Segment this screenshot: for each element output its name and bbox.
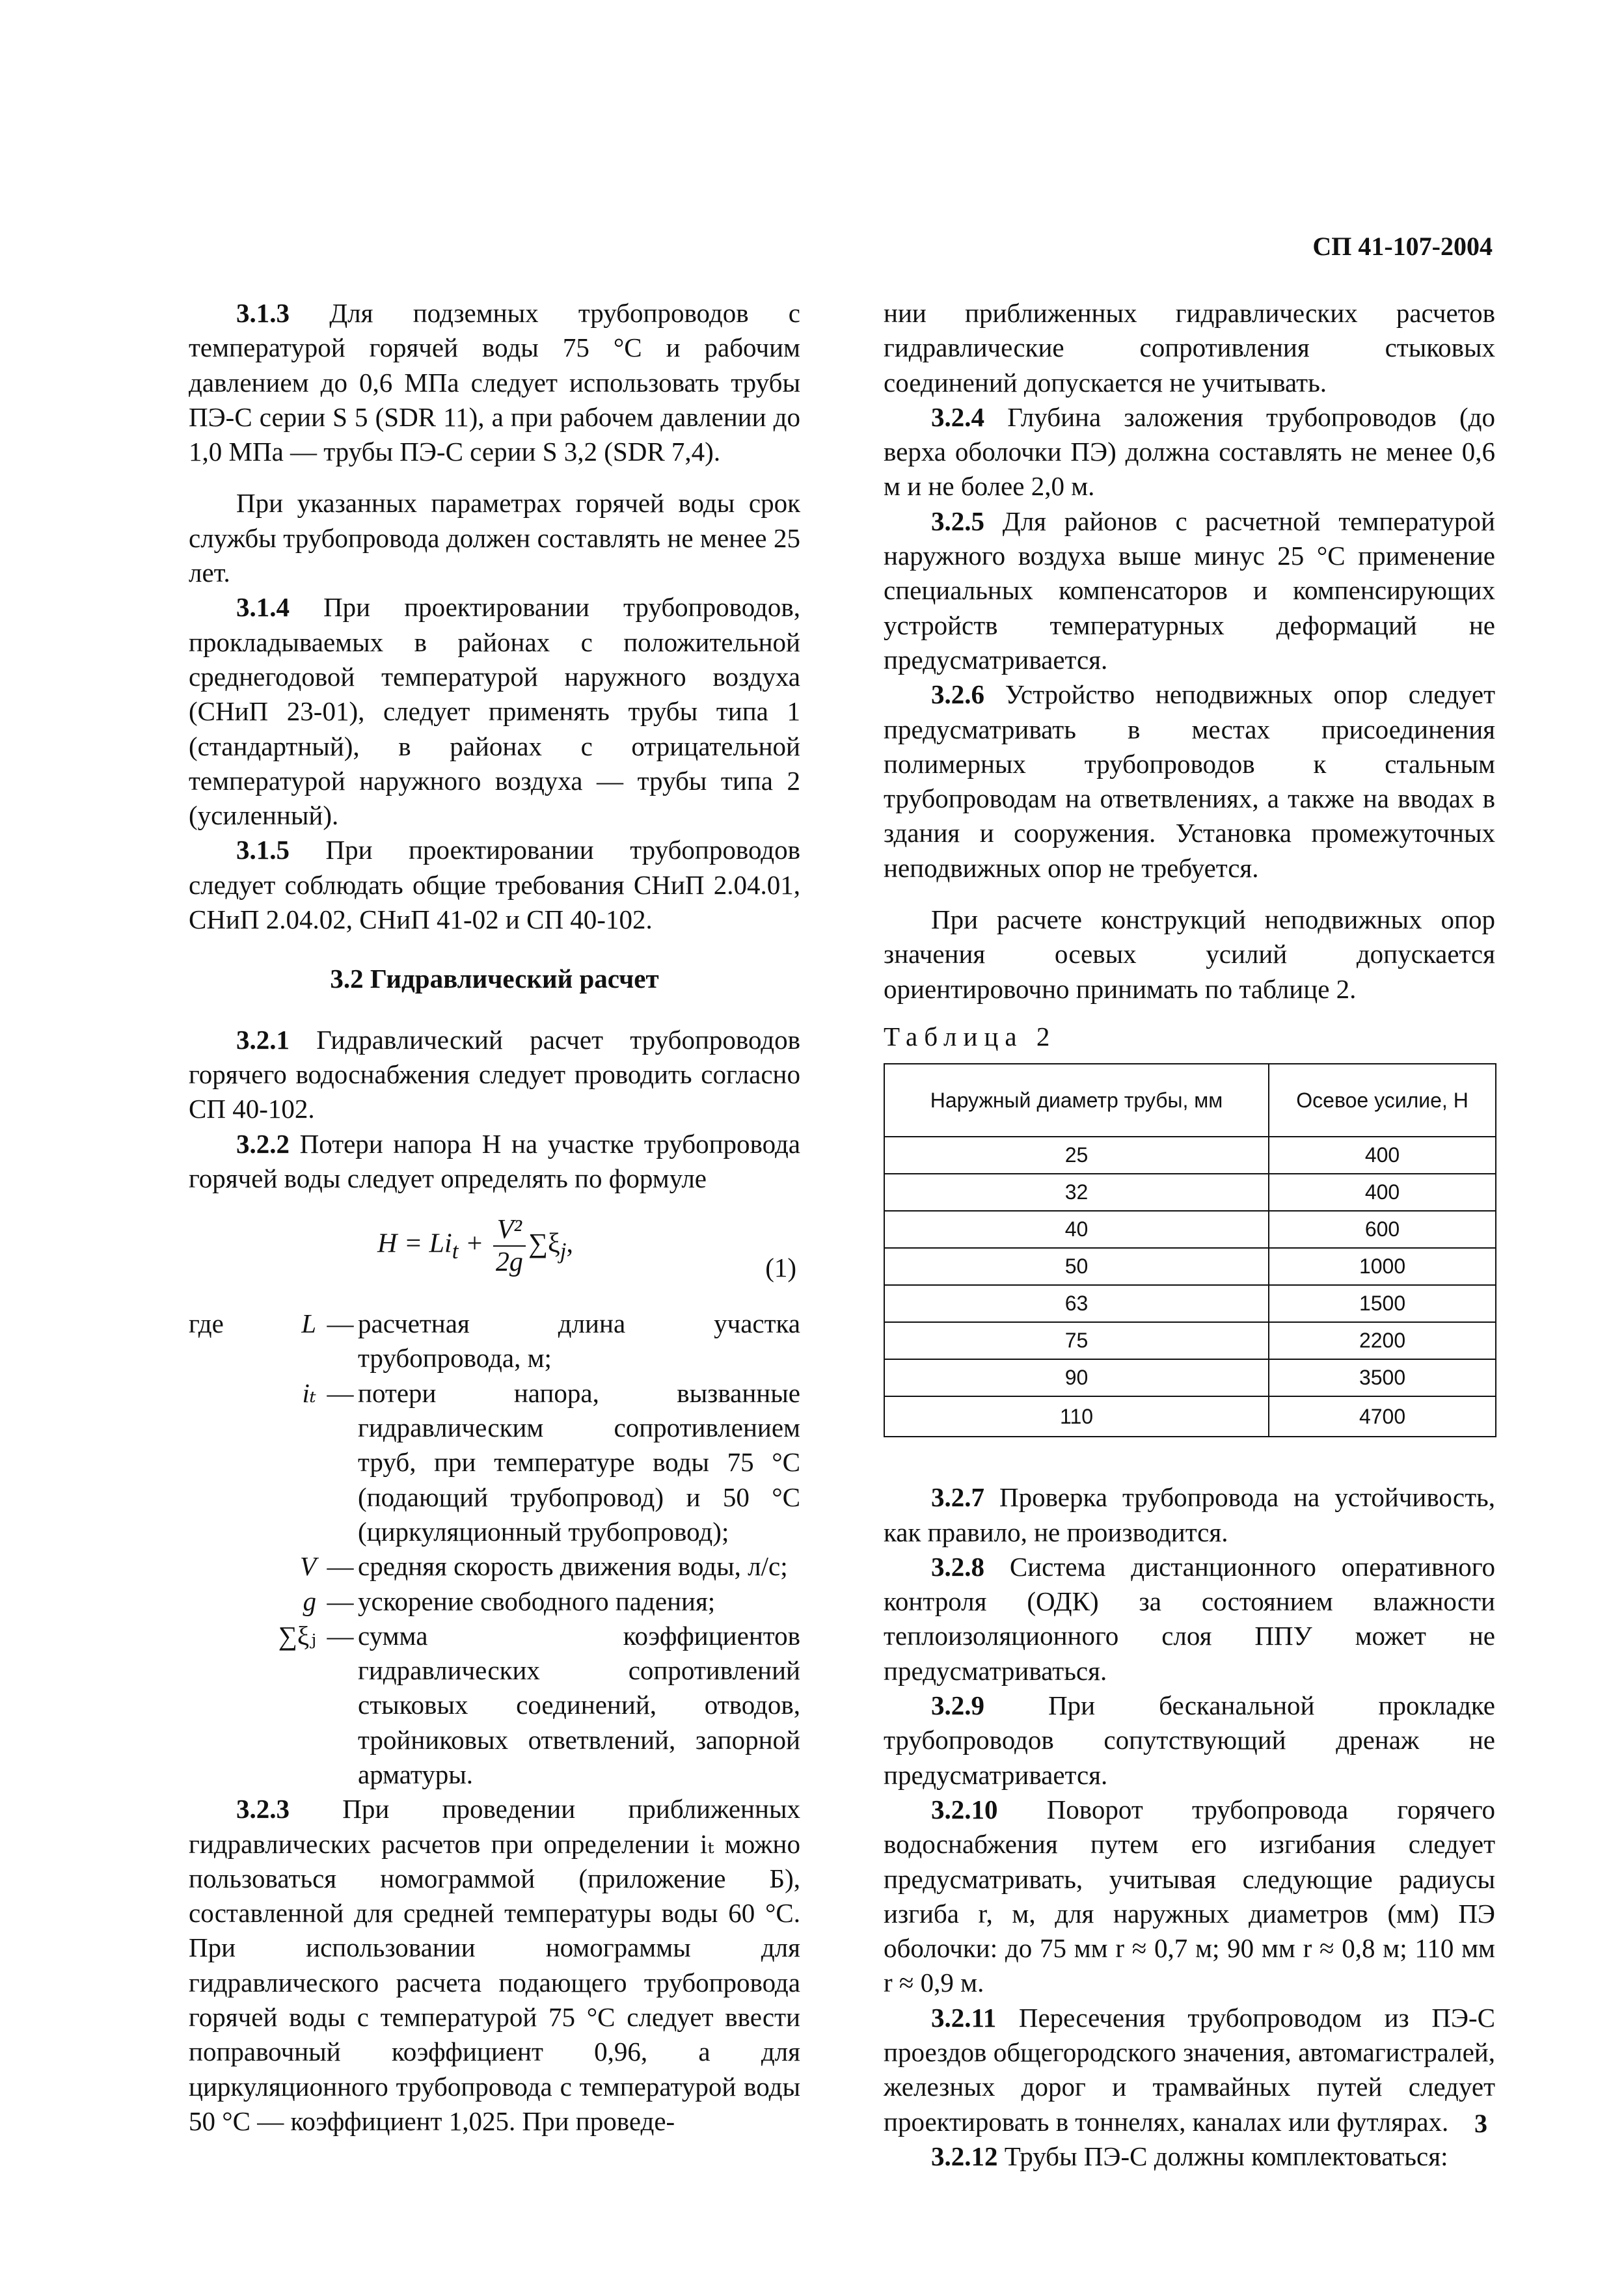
clause-number: 3.2.3 bbox=[236, 1794, 290, 1824]
clause-number: 3.1.3 bbox=[236, 298, 290, 328]
symbol-description: ускорение свободного падения; bbox=[358, 1586, 716, 1616]
symbol: ∑ξⱼ bbox=[278, 1620, 316, 1651]
table-header-row bbox=[884, 1064, 1496, 1137]
right-column bbox=[884, 296, 1495, 2174]
formula-body: $H = Li_t$ + $\frac{\text{V²}}{2g}$ $\sum\xi_j$, bbox=[377, 1215, 573, 1278]
paragraph-3-2-11: 3.2.11 Пересечения трубопроводом из ПЭ-С проездов общегородского значения, автомагистралей, железных дорог и трамвайных путей следует проектировать в тоннелях, каналах или футлярах. bbox=[884, 2002, 1495, 2137]
clause-number: 3.2.4 bbox=[931, 401, 984, 432]
clause-number: 3.2.7 bbox=[931, 1482, 984, 1513]
clause-number: 3.2.1 bbox=[236, 1024, 290, 1055]
formula-number: (1) bbox=[765, 1253, 796, 1283]
table-row: 110 4700 bbox=[884, 1396, 1496, 1437]
where-label: где bbox=[189, 1308, 224, 1339]
table-2 bbox=[884, 1063, 1496, 1437]
clause-number: 3.2.11 bbox=[931, 2002, 997, 2033]
paragraph-3-2-7: 3.2.7 Проверка трубопровода на устойчивость, как правило, не производится. bbox=[884, 1482, 1495, 1547]
paragraph-3-1-5: 3.1.5 При проектировании трубопроводов следует соблюдать общие требования СНиП 2.04.01, СНиП 2.04.02, СНиП 41-02 и СП 40-102. bbox=[189, 835, 800, 935]
paragraph-3-1-4: 3.1.4 При проектировании трубопроводов, прокладываемых в районах с положительной среднегодовой температурой наружного воздуха (СНиП 23-01), следует применять трубы типа 1 (стандартный), в районах с отрицательной температурой наружного воздуха — трубы типа 2 (усиленный). bbox=[189, 592, 800, 831]
table-row: 25 400 bbox=[884, 1137, 1496, 1174]
paragraph-3-1-3: 3.1.3 Для подземных трубопроводов с температурой горячей воды 75 °С и рабочим давлением до 0,6 МПа следует использовать трубы ПЭ-С серии S 5 (SDR 11), а при рабочем давлении до 1,0 МПа — трубы ПЭ-С серии S 3,2 (SDR 7,4). bbox=[189, 298, 800, 467]
clause-number: 3.2.6 bbox=[931, 679, 984, 710]
clause-number: 3.2.5 bbox=[931, 506, 984, 536]
table-row: 40 600 bbox=[884, 1211, 1496, 1248]
symbol: V bbox=[299, 1551, 316, 1582]
paragraph-3-2-12: 3.2.12 Трубы ПЭ-С должны комплектоваться: bbox=[931, 2141, 1448, 2171]
paragraph-3-2-1: 3.2.1 Гидравлический расчет трубопроводов горячего водоснабжения следует проводить согласно СП 40-102. bbox=[189, 1024, 800, 1124]
table-row: 32 400 bbox=[884, 1174, 1496, 1211]
paragraph-3-2-3: 3.2.3 При проведении приближенных гидравлических расчетов при определении iₜ можно пользоваться номограммой (приложение Б), составленной для средней температуры воды 60 °С. При использовании номограммы для гидравлического расчета подающего трубопровода горячей воды с температурой 75 °С следует ввести поправочный коэффициент 0,96, а для циркуляционного трубопровода с температурой воды 50 °С — коэффициент 1,025. При проведе- bbox=[189, 1794, 800, 2136]
clause-number: 3.1.4 bbox=[236, 592, 290, 623]
symbol: L bbox=[301, 1308, 316, 1339]
paragraph-3-2-6: 3.2.6 Устройство неподвижных опор следует предусматривать в местах присоединения полимерных трубопроводов к стальным трубопроводам на ответвлениях, а также на вводах в здания и сооружения. Установка промежуточных неподвижных опор не требуется. bbox=[884, 679, 1495, 883]
table-row: 90 3500 bbox=[884, 1359, 1496, 1396]
paragraph-3-2-4: 3.2.4 Глубина заложения трубопроводов (до верха оболочки ПЭ) должна составлять не менее 0,6 м и не более 2,0 м. bbox=[884, 401, 1495, 502]
definition-row: g — ускорение свободного падения; bbox=[189, 1584, 800, 1619]
column-header-axial-force: Осевое усилие, Н bbox=[1269, 1064, 1496, 1137]
formula-fraction: $\frac{\text{V²}}{2g}$ bbox=[493, 1214, 526, 1278]
paragraph-3-2-2: 3.2.2 Потери напора H на участке трубопровода горячей воды следует определять по формуле bbox=[189, 1128, 800, 1193]
left-column bbox=[189, 296, 800, 2139]
column-header-diameter: Наружный диаметр трубы, мм bbox=[884, 1064, 1269, 1137]
symbol-description: потери напора, вызванные гидравлическим сопротивлением труб, при температуре воды 75 °С (подающий трубопровод) и 50 °С (циркуляционный трубопровод); bbox=[358, 1377, 800, 1547]
document-code: СП 41-107-2004 bbox=[1312, 232, 1493, 261]
definition-row: ∑ξⱼ — сумма коэффициентов гидравлических сопротивлений стыковых соединений, отводов, тройниковых ответвлений, запорной арматуры. bbox=[189, 1619, 800, 1792]
symbol-definitions bbox=[189, 1307, 800, 1792]
clause-number: 3.1.5 bbox=[236, 835, 290, 865]
definition-row: где L — расчетная длина участка трубопровода, м; bbox=[189, 1307, 800, 1376]
definition-row: V — средняя скорость движения воды, л/с; bbox=[189, 1549, 800, 1584]
paragraph-3-2-5: 3.2.5 Для районов с расчетной температурой наружного воздуха выше минус 25 °С применение специальных компенсаторов и компенсирующих устройств температурных деформаций не предусматривается. bbox=[884, 506, 1495, 675]
paragraph-3-1-3-b: При указанных параметрах горячей воды срок службы трубопровода должен составлять не менее 25 лет. bbox=[189, 488, 800, 588]
symbol-description: сумма коэффициентов гидравлических сопротивлений стыковых соединений, отводов, тройниковых ответвлений, запорной арматуры. bbox=[358, 1620, 800, 1789]
paragraph-3-2-8: 3.2.8 Система дистанционного оперативного контроля (ОДК) за состоянием влажности теплоизоляционного слоя ППУ может не предусматриваться. bbox=[884, 1551, 1495, 1686]
symbol: iₜ bbox=[302, 1377, 316, 1408]
clause-number: 3.2.8 bbox=[931, 1551, 984, 1582]
clause-number: 3.2.10 bbox=[931, 1794, 998, 1824]
table-row: 63 1500 bbox=[884, 1285, 1496, 1322]
definition-row: iₜ — потери напора, вызванные гидравлическим сопротивлением труб, при температуре воды 75 °С (подающий трубопровод) и 50 °С (циркуляционный трубопровод); bbox=[189, 1376, 800, 1549]
table-row: 75 2200 bbox=[884, 1322, 1496, 1359]
symbol: g bbox=[303, 1586, 316, 1616]
symbol-description: средняя скорость движения воды, л/с; bbox=[358, 1551, 788, 1582]
section-title: 3.2 Гидравлический расчет bbox=[330, 964, 659, 994]
page-number: 3 bbox=[1474, 2109, 1487, 2138]
formula-1 bbox=[189, 1202, 800, 1300]
paragraph-3-2-3-continued: нии приближенных гидравлических расчетов гидравлические сопротивления стыковых соединений допускается не учитывать. bbox=[884, 298, 1495, 398]
paragraph-3-2-10: 3.2.10 Поворот трубопровода горячего водоснабжения путем его изгибания следует предусматривать, учитывая следующие радиусы изгиба r, м, для наружных диаметров (мм) ПЭ оболочки: до 75 мм r ≈ 0,7 м; 90 мм r ≈ 0,8 м; 110 мм r ≈ 0,9 м. bbox=[884, 1794, 1495, 1998]
table-caption: Таблица 2 bbox=[884, 1021, 1057, 1051]
clause-number: 3.2.12 bbox=[931, 2141, 998, 2171]
clause-number: 3.2.9 bbox=[931, 1690, 984, 1721]
paragraph-3-2-6-b: При расчете конструкций неподвижных опор значения осевых усилий допускается ориентировочно принимать по таблице 2. bbox=[884, 904, 1495, 1004]
paragraph-3-2-9: 3.2.9 При бесканальной прокладке трубопроводов сопутствующий дренаж не предусматривается. bbox=[884, 1690, 1495, 1790]
symbol-description: расчетная длина участка трубопровода, м; bbox=[358, 1308, 800, 1374]
table-row: 50 1000 bbox=[884, 1248, 1496, 1285]
clause-number: 3.2.2 bbox=[236, 1128, 290, 1159]
